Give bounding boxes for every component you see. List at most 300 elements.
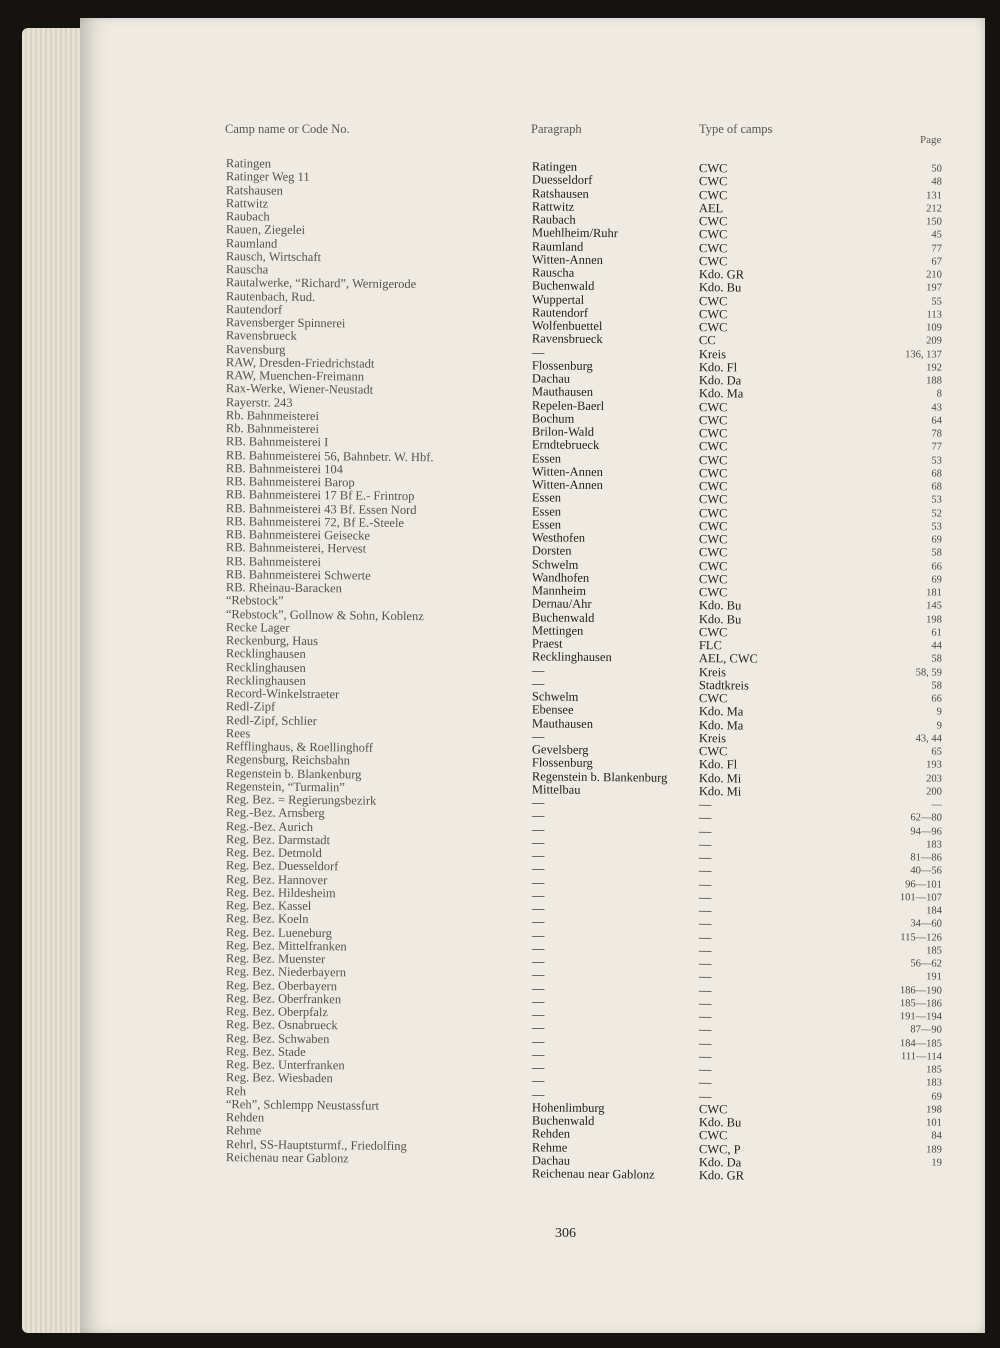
page-cell: 203 — [926, 772, 942, 785]
type-cell: Kdo. Mi — [698, 783, 742, 799]
camp-name-cell: Reg.-Bez. Aurich — [225, 818, 314, 834]
page-cell: 58, 59 — [915, 666, 942, 679]
page-cell: 9 — [936, 720, 942, 732]
paragraph-cell: Schwelm — [531, 556, 579, 572]
paragraph-cell: Essen — [531, 490, 562, 505]
camp-name-cell: RB. Bahnmeisterei I — [225, 434, 329, 450]
type-cell: Kdo. GR — [698, 1168, 745, 1183]
type-cell: — — [698, 929, 712, 944]
camp-name-cell: Reg. Bez. Detmold — [225, 845, 322, 861]
page-cell: 181 — [926, 587, 942, 599]
type-cell: — — [698, 810, 712, 825]
type-cell: CC — [698, 333, 716, 348]
paragraph-cell: Repelen-Baerl — [531, 397, 605, 413]
page-cell: 136, 137 — [905, 348, 942, 361]
camp-name-cell: Reg. Bez. Oberfranken — [225, 990, 342, 1007]
type-cell: CWC — [698, 399, 728, 414]
page-cell: 44 — [931, 640, 942, 652]
paragraph-cell: — — [531, 874, 545, 889]
type-cell: — — [698, 969, 712, 984]
page-cell: 66 — [931, 693, 942, 705]
paragraph-cell: Schwelm — [531, 689, 579, 704]
paragraph-cell: — — [531, 795, 545, 810]
camp-name-cell: Reg. Bez. Niederbayern — [225, 964, 347, 980]
page-cell: 64 — [931, 415, 942, 427]
paragraph-cell: Essen — [531, 517, 562, 532]
type-cell: Kdo. Fl — [698, 757, 738, 772]
paragraph-cell: — — [531, 888, 545, 903]
header-paragraph: Paragraph — [531, 122, 582, 136]
page-cell: 81—86 — [910, 852, 942, 864]
type-cell: Kdo. Bu — [698, 598, 742, 613]
camp-name-cell: Regenstein, “Turmalin” — [225, 778, 345, 795]
camp-name-cell: Recklinghausen — [225, 659, 306, 675]
camp-name-cell: RB. Bahnmeisterei 43 Bf. Essen Nord — [225, 500, 417, 517]
paragraph-cell: — — [531, 1020, 545, 1035]
paragraph-cell: — — [531, 835, 545, 850]
paragraph-cell: — — [531, 729, 545, 744]
type-cell: CWC — [698, 558, 728, 573]
type-cell: Kdo. Da — [698, 373, 742, 388]
page-cell: 61 — [931, 627, 942, 639]
header-page: Page — [920, 134, 942, 146]
paragraph-cell: Westhofen — [531, 530, 586, 545]
page-cell: 58 — [931, 680, 942, 692]
type-cell: AEL — [698, 200, 724, 216]
paragraph-cell: Mauthausen — [531, 715, 594, 731]
camp-name-cell: Reg. Bez. Muenster — [225, 951, 326, 967]
camp-name-cell: RB. Bahnmeisterei Schwerte — [225, 566, 371, 583]
header-type-of-camps: Type of camps — [699, 122, 773, 136]
type-cell: — — [698, 1035, 712, 1050]
type-cell: Stadtkreis — [698, 677, 749, 693]
paragraph-cell: — — [531, 1047, 545, 1062]
type-cell: CWC — [698, 214, 728, 229]
camp-name-cell: Reichenau near Gablonz — [225, 1149, 349, 1166]
paragraph-cell: Rehme — [531, 1139, 568, 1155]
page-cell: 8 — [936, 388, 942, 400]
type-cell: CWC — [698, 532, 728, 547]
type-cell: Kreis — [698, 346, 727, 361]
page-cell: 87—90 — [910, 1024, 942, 1036]
camp-name-cell: Redl-Zipf, Schlier — [225, 712, 317, 728]
camp-name-cell: Raubach — [225, 209, 270, 224]
camp-name-cell: Reg. Bez. Lueneburg — [225, 924, 332, 940]
camp-name-cell: Rayerstr. 243 — [225, 394, 293, 410]
type-cell: CWC — [698, 187, 728, 202]
type-cell: CWC — [698, 505, 728, 520]
type-cell: Kdo. Bu — [698, 1115, 742, 1130]
camp-name-cell: RB. Bahnmeisterei Geisecke — [225, 527, 371, 543]
camp-name-cell: Ratshausen — [225, 182, 283, 198]
type-cell: — — [698, 836, 712, 851]
type-cell: Kdo. Fl — [698, 359, 738, 375]
camp-name-cell: Reg.-Bez. Arnsberg — [225, 805, 325, 821]
type-cell: — — [698, 797, 712, 812]
type-cell: CWC, P — [698, 1141, 741, 1157]
paragraph-cell: Rauscha — [531, 265, 575, 280]
type-cell: CWC — [698, 1128, 728, 1143]
camp-name-cell: Rausch, Wirtschaft — [225, 248, 322, 264]
paragraph-cell: Erndtebrueck — [531, 437, 600, 453]
paragraph-cell: — — [531, 861, 545, 876]
page-cell: 185—186 — [899, 997, 942, 1010]
paragraph-cell: — — [531, 1060, 545, 1075]
type-cell: CWC — [698, 1101, 728, 1117]
paragraph-cell: Rehden — [531, 1126, 571, 1141]
type-cell: CWC — [698, 492, 728, 507]
page-cell: 66 — [931, 561, 942, 573]
camp-name-cell: Reg. Bez. Kassel — [225, 898, 312, 914]
page-cell: 9 — [936, 706, 942, 718]
page-cell: 62—80 — [910, 812, 942, 824]
camp-name-cell: Regenstein b. Blankenburg — [225, 765, 362, 782]
paragraph-cell: — — [531, 344, 545, 359]
type-cell: Kdo. GR — [698, 267, 745, 282]
page-cell: 193 — [926, 759, 942, 771]
type-cell: CWC — [698, 691, 728, 706]
type-cell: CWC — [698, 426, 728, 441]
paragraph-cell: Duesseldorf — [531, 172, 593, 188]
type-cell: CWC — [698, 545, 728, 560]
camp-name-cell: RB. Bahnmeisterei 72, Bf E.-Steele — [225, 513, 405, 530]
camp-name-cell: Reg. Bez. Koeln — [225, 911, 309, 927]
page-number: 306 — [555, 1226, 576, 1241]
camp-name-cell: Ratinger Weg 11 — [225, 169, 310, 185]
camp-name-cell: Rautenbach, Rud. — [225, 288, 316, 304]
paragraph-cell: Bochum — [531, 411, 575, 426]
type-cell: CWC — [698, 320, 728, 335]
paragraph-cell: Buchenwald — [531, 278, 595, 294]
type-cell: — — [698, 942, 712, 957]
page-cell: 197 — [926, 282, 942, 294]
paragraph-cell: — — [531, 901, 545, 916]
paragraph-cell: — — [531, 914, 545, 929]
type-cell: FLC — [698, 638, 722, 653]
camp-name-cell: Recklinghausen — [225, 672, 306, 688]
paragraph-cell: Witten-Annen — [531, 464, 603, 479]
type-cell: Kdo. Ma — [698, 717, 744, 733]
page-cell: 145 — [926, 600, 942, 612]
paragraph-cell: — — [531, 954, 545, 969]
paragraph-cell: Reichenau near Gablonz — [531, 1166, 655, 1182]
page-cell: 111—114 — [901, 1050, 942, 1063]
page-cell: 212 — [926, 203, 942, 215]
page-cell: 184—185 — [899, 1037, 942, 1050]
camp-name-cell: Rb. Bahnmeisterei — [225, 421, 320, 437]
page-cell: 65 — [931, 746, 942, 758]
page-cell: 48 — [931, 176, 942, 188]
page-cell: 150 — [926, 216, 942, 228]
paragraph-cell: Brilon-Wald — [531, 424, 595, 439]
type-cell: — — [698, 916, 712, 931]
page-cell: 53 — [931, 521, 942, 533]
paragraph-cell: — — [531, 994, 545, 1009]
type-cell: CWC — [698, 452, 728, 467]
page-cell: 43, 44 — [915, 733, 942, 745]
type-cell: — — [698, 1062, 712, 1077]
type-cell: CWC — [698, 240, 728, 255]
page-cell: 67 — [931, 256, 942, 268]
page-cell: 58 — [931, 547, 942, 559]
type-cell: Kdo. Bu — [698, 280, 742, 295]
page-cell: 101—107 — [899, 891, 942, 904]
page-cell: 58 — [931, 653, 942, 665]
page-cell: 68 — [931, 481, 942, 493]
type-cell: CWC — [698, 479, 728, 494]
type-cell: — — [698, 995, 712, 1010]
page-cell: 198 — [926, 1104, 942, 1116]
page-cell: 186—190 — [899, 984, 942, 997]
paragraph-cell: Essen — [531, 503, 562, 519]
page-cell: 191 — [926, 971, 942, 983]
type-cell: CWC — [698, 744, 728, 759]
type-cell: — — [698, 1075, 712, 1090]
paragraph-cell: Mauthausen — [531, 384, 594, 400]
paragraph-cell: Ratingen — [531, 159, 578, 174]
camp-name-cell: “Rebstock”, Gollnow & Sohn, Koblenz — [225, 606, 424, 623]
paragraph-cell: Mannheim — [531, 583, 587, 598]
camp-name-cell: RB. Bahnmeisterei — [225, 553, 322, 569]
type-cell: CWC — [698, 585, 728, 600]
type-cell: Kdo. Mi — [698, 770, 742, 786]
type-cell: — — [698, 903, 712, 918]
page-cell: 183 — [926, 1077, 942, 1089]
paragraph-cell: — — [531, 848, 545, 863]
camp-name-cell: Reg. Bez. Hannover — [225, 871, 328, 887]
camp-name-cell: Reckenburg, Haus — [225, 633, 319, 649]
camp-name-cell: Raumland — [225, 235, 278, 251]
page-cell: 210 — [926, 269, 942, 281]
paragraph-cell: — — [531, 927, 545, 942]
camp-name-cell: Record-Winkelstraeter — [225, 686, 340, 702]
paragraph-cell: Ebensee — [531, 702, 574, 718]
paragraph-cell: Muehlheim/Ruhr — [531, 225, 619, 241]
page-cell: 192 — [926, 362, 942, 374]
page-cell: 45 — [931, 229, 942, 241]
camp-name-cell: Ravensburg — [225, 341, 286, 357]
type-cell: Kdo. Ma — [698, 386, 744, 401]
camp-name-cell: Ravensberger Spinnerei — [225, 315, 346, 331]
paragraph-cell: — — [531, 1086, 545, 1101]
camp-name-cell: “Reh”, Schlempp Neustassfurt — [225, 1096, 380, 1113]
page-cell: 84 — [931, 1130, 942, 1142]
type-cell: CWC — [698, 412, 728, 428]
paragraph-cell: Witten-Annen — [531, 477, 603, 493]
page-cell: 209 — [926, 335, 942, 347]
camp-name-cell: Rax-Werke, Wiener-Neustadt — [225, 381, 374, 397]
type-cell: Kreis — [698, 664, 727, 679]
camp-name-cell: Reg. Bez. Mittelfranken — [225, 937, 347, 954]
paragraph-cell: Ratshausen — [531, 185, 589, 201]
page-cell: 69 — [931, 574, 942, 586]
page-cell: 19 — [931, 1157, 942, 1169]
page-cell: 115—126 — [900, 931, 942, 944]
type-cell: Kreis — [698, 730, 727, 746]
type-cell: — — [698, 850, 712, 865]
page-cell: 183 — [926, 839, 942, 851]
camp-name-cell: Rehme — [225, 1123, 262, 1138]
page-cell: 184 — [926, 905, 942, 917]
type-cell: CWC — [698, 518, 728, 534]
type-cell: — — [698, 956, 712, 971]
paragraph-cell: Dachau — [531, 371, 571, 386]
page-cell: 109 — [926, 322, 942, 334]
page-cell: 198 — [926, 613, 942, 626]
page-cell: 185 — [926, 1064, 942, 1076]
page-cell: 96—101 — [905, 878, 942, 891]
camp-name-cell: RAW, Muenchen-Freimann — [225, 368, 365, 384]
paragraph-cell: — — [531, 808, 545, 823]
camp-name-cell: “Rebstock” — [225, 593, 284, 608]
type-cell: CWC — [698, 439, 728, 454]
camp-name-cell: RB. Bahnmeisterei 104 — [225, 460, 343, 477]
paragraph-cell: Recklinghausen — [531, 649, 612, 665]
paragraph-cell: Mettingen — [531, 623, 584, 638]
camp-name-cell: RB. Bahnmeisterei Barop — [225, 474, 355, 490]
camp-name-cell: Rautalwerke, “Richard”, Wernigerode — [225, 275, 417, 292]
page-cell: — — [931, 799, 942, 811]
camp-name-cell: Reg. Bez. = Regierungsbezirk — [225, 792, 377, 808]
camp-name-cell: RB. Bahnmeisterei 56, Bahnbetr. W. Hbf. — [225, 447, 434, 464]
camp-name-cell: Rb. Bahnmeisterei — [225, 407, 320, 423]
type-cell: — — [698, 1009, 712, 1024]
camp-name-cell: Rees — [225, 725, 251, 741]
camp-name-cell: Reg. Bez. Hildesheim — [225, 884, 336, 901]
paragraph-cell: Dachau — [531, 1153, 571, 1168]
paragraph-cell: — — [531, 662, 545, 677]
page-cell: 185 — [926, 945, 942, 957]
page-cell: 52 — [931, 508, 942, 520]
camp-name-cell: Rautendorf — [225, 301, 283, 317]
page-cell: 188 — [926, 375, 942, 387]
paragraph-cell: — — [531, 980, 545, 995]
paragraph-cell: Wolfenbuettel — [531, 318, 603, 334]
page-cell: 53 — [931, 455, 942, 467]
type-cell: CWC — [698, 571, 728, 587]
page-cell: 43 — [931, 402, 942, 414]
paragraph-cell: Regenstein b. Blankenburg — [531, 768, 668, 785]
type-cell: Kdo. Da — [698, 1154, 742, 1170]
paragraph-cell: Raubach — [531, 212, 576, 227]
type-cell: — — [698, 863, 712, 878]
camp-name-cell: Ratingen — [225, 156, 272, 171]
paragraph-cell: Mittelbau — [531, 782, 581, 797]
camp-name-cell: RB. Bahnmeisterei, Hervest — [225, 540, 367, 556]
type-cell: CWC — [698, 465, 728, 481]
page-cell: 113 — [926, 309, 942, 321]
page-cell: 77 — [931, 441, 942, 453]
page-cell: 40—56 — [910, 865, 942, 877]
camp-name-cell: Ravensbrueck — [225, 328, 297, 344]
paragraph-cell: Buchenwald — [531, 1113, 595, 1128]
page-cell: 78 — [931, 428, 942, 440]
camp-name-cell: Rattwitz — [225, 195, 269, 211]
camp-name-cell: Reg. Bez. Stade — [225, 1043, 306, 1059]
type-cell: — — [698, 823, 712, 838]
camp-name-cell: Reg. Bez. Unterfranken — [225, 1057, 345, 1073]
type-cell: — — [698, 1022, 712, 1037]
type-cell: Kdo. Ma — [698, 704, 744, 719]
camp-name-cell: Refflinghaus, & Roellinghoff — [225, 739, 374, 755]
camp-name-cell: Reh — [225, 1083, 247, 1098]
type-cell: Kdo. Bu — [698, 611, 742, 627]
type-cell: CWC — [698, 253, 728, 269]
paragraph-cell: — — [531, 1007, 545, 1022]
type-cell: — — [698, 889, 712, 904]
page-cell: 200 — [926, 786, 942, 798]
type-cell: — — [698, 1088, 712, 1103]
paragraph-cell: Rattwitz — [531, 199, 575, 214]
type-cell: CWC — [698, 227, 728, 242]
camp-name-cell: Rauen, Ziegelei — [225, 222, 306, 238]
paragraph-cell: — — [531, 1033, 545, 1048]
page-cell: 131 — [926, 189, 942, 202]
paragraph-cell: Buchenwald — [531, 609, 595, 625]
paragraph-cell: Flossenburg — [531, 755, 593, 771]
paragraph-cell: — — [531, 1073, 545, 1088]
type-cell: CWC — [698, 174, 728, 189]
page-cell: 50 — [931, 163, 942, 175]
camp-name-cell: Rauscha — [225, 262, 269, 277]
paragraph-cell: Essen — [531, 450, 562, 466]
page-cell: 68 — [931, 468, 942, 480]
type-cell: CWC — [698, 624, 728, 640]
paragraph-cell: Gevelsberg — [531, 742, 589, 757]
camp-name-cell: RB. Rheinau-Baracken — [225, 580, 342, 596]
page-cell: 53 — [931, 494, 942, 506]
paragraph-cell: — — [531, 941, 545, 956]
camp-name-cell: RAW, Dresden-Friedrichstadt — [225, 354, 375, 371]
page-cell: 77 — [931, 243, 942, 255]
paragraph-cell: Praest — [531, 636, 563, 651]
page-cell: 69 — [931, 1091, 942, 1103]
type-cell: CWC — [698, 306, 728, 322]
paragraph-cell: — — [531, 676, 545, 691]
page-cell: 69 — [931, 534, 942, 546]
page-cell: 189 — [926, 1143, 942, 1156]
page-cell: 94—96 — [910, 825, 942, 838]
camp-name-cell: Reg. Bez. Duesseldorf — [225, 858, 339, 874]
type-cell: — — [698, 982, 712, 997]
paragraph-cell: Wandhofen — [531, 570, 590, 585]
camp-name-cell: Rehden — [225, 1110, 265, 1125]
paragraph-cell: Rautendorf — [531, 305, 589, 320]
paragraph-cell: Raumland — [531, 238, 584, 254]
type-cell: CWC — [698, 293, 728, 308]
paragraph-cell: Wuppertal — [531, 291, 585, 307]
camp-name-cell: Reg. Bez. Wiesbaden — [225, 1070, 333, 1086]
paragraph-cell: Ravensbrueck — [531, 331, 603, 347]
camp-name-cell: Rehrl, SS-Hauptsturmf., Friedolfing — [225, 1136, 407, 1153]
header-camp-name: Camp name or Code No. — [225, 122, 350, 136]
camp-name-cell: Reg. Bez. Oberbayern — [225, 977, 338, 993]
paragraph-cell: Flossenburg — [531, 358, 593, 373]
camp-name-cell: Redl-Zipf — [225, 699, 276, 714]
type-cell: — — [698, 876, 712, 891]
type-cell: AEL, CWC — [698, 651, 759, 666]
page-cell: 56—62 — [910, 958, 942, 970]
paragraph-cell: Witten-Annen — [531, 252, 603, 267]
camp-name-cell: Reg. Bez. Oberpfalz — [225, 1004, 329, 1020]
camp-name-cell: RB. Bahnmeisterei 17 Bf E.- Frintrop — [225, 487, 415, 504]
paragraph-cell: Hohenlimburg — [531, 1100, 605, 1115]
page-cell: 191—194 — [899, 1011, 942, 1023]
paragraph-cell: Dernau/Ahr — [531, 596, 592, 612]
camp-name-cell: Recklinghausen — [225, 646, 306, 662]
page-cell: 55 — [931, 296, 942, 308]
paragraph-cell: — — [531, 821, 545, 836]
